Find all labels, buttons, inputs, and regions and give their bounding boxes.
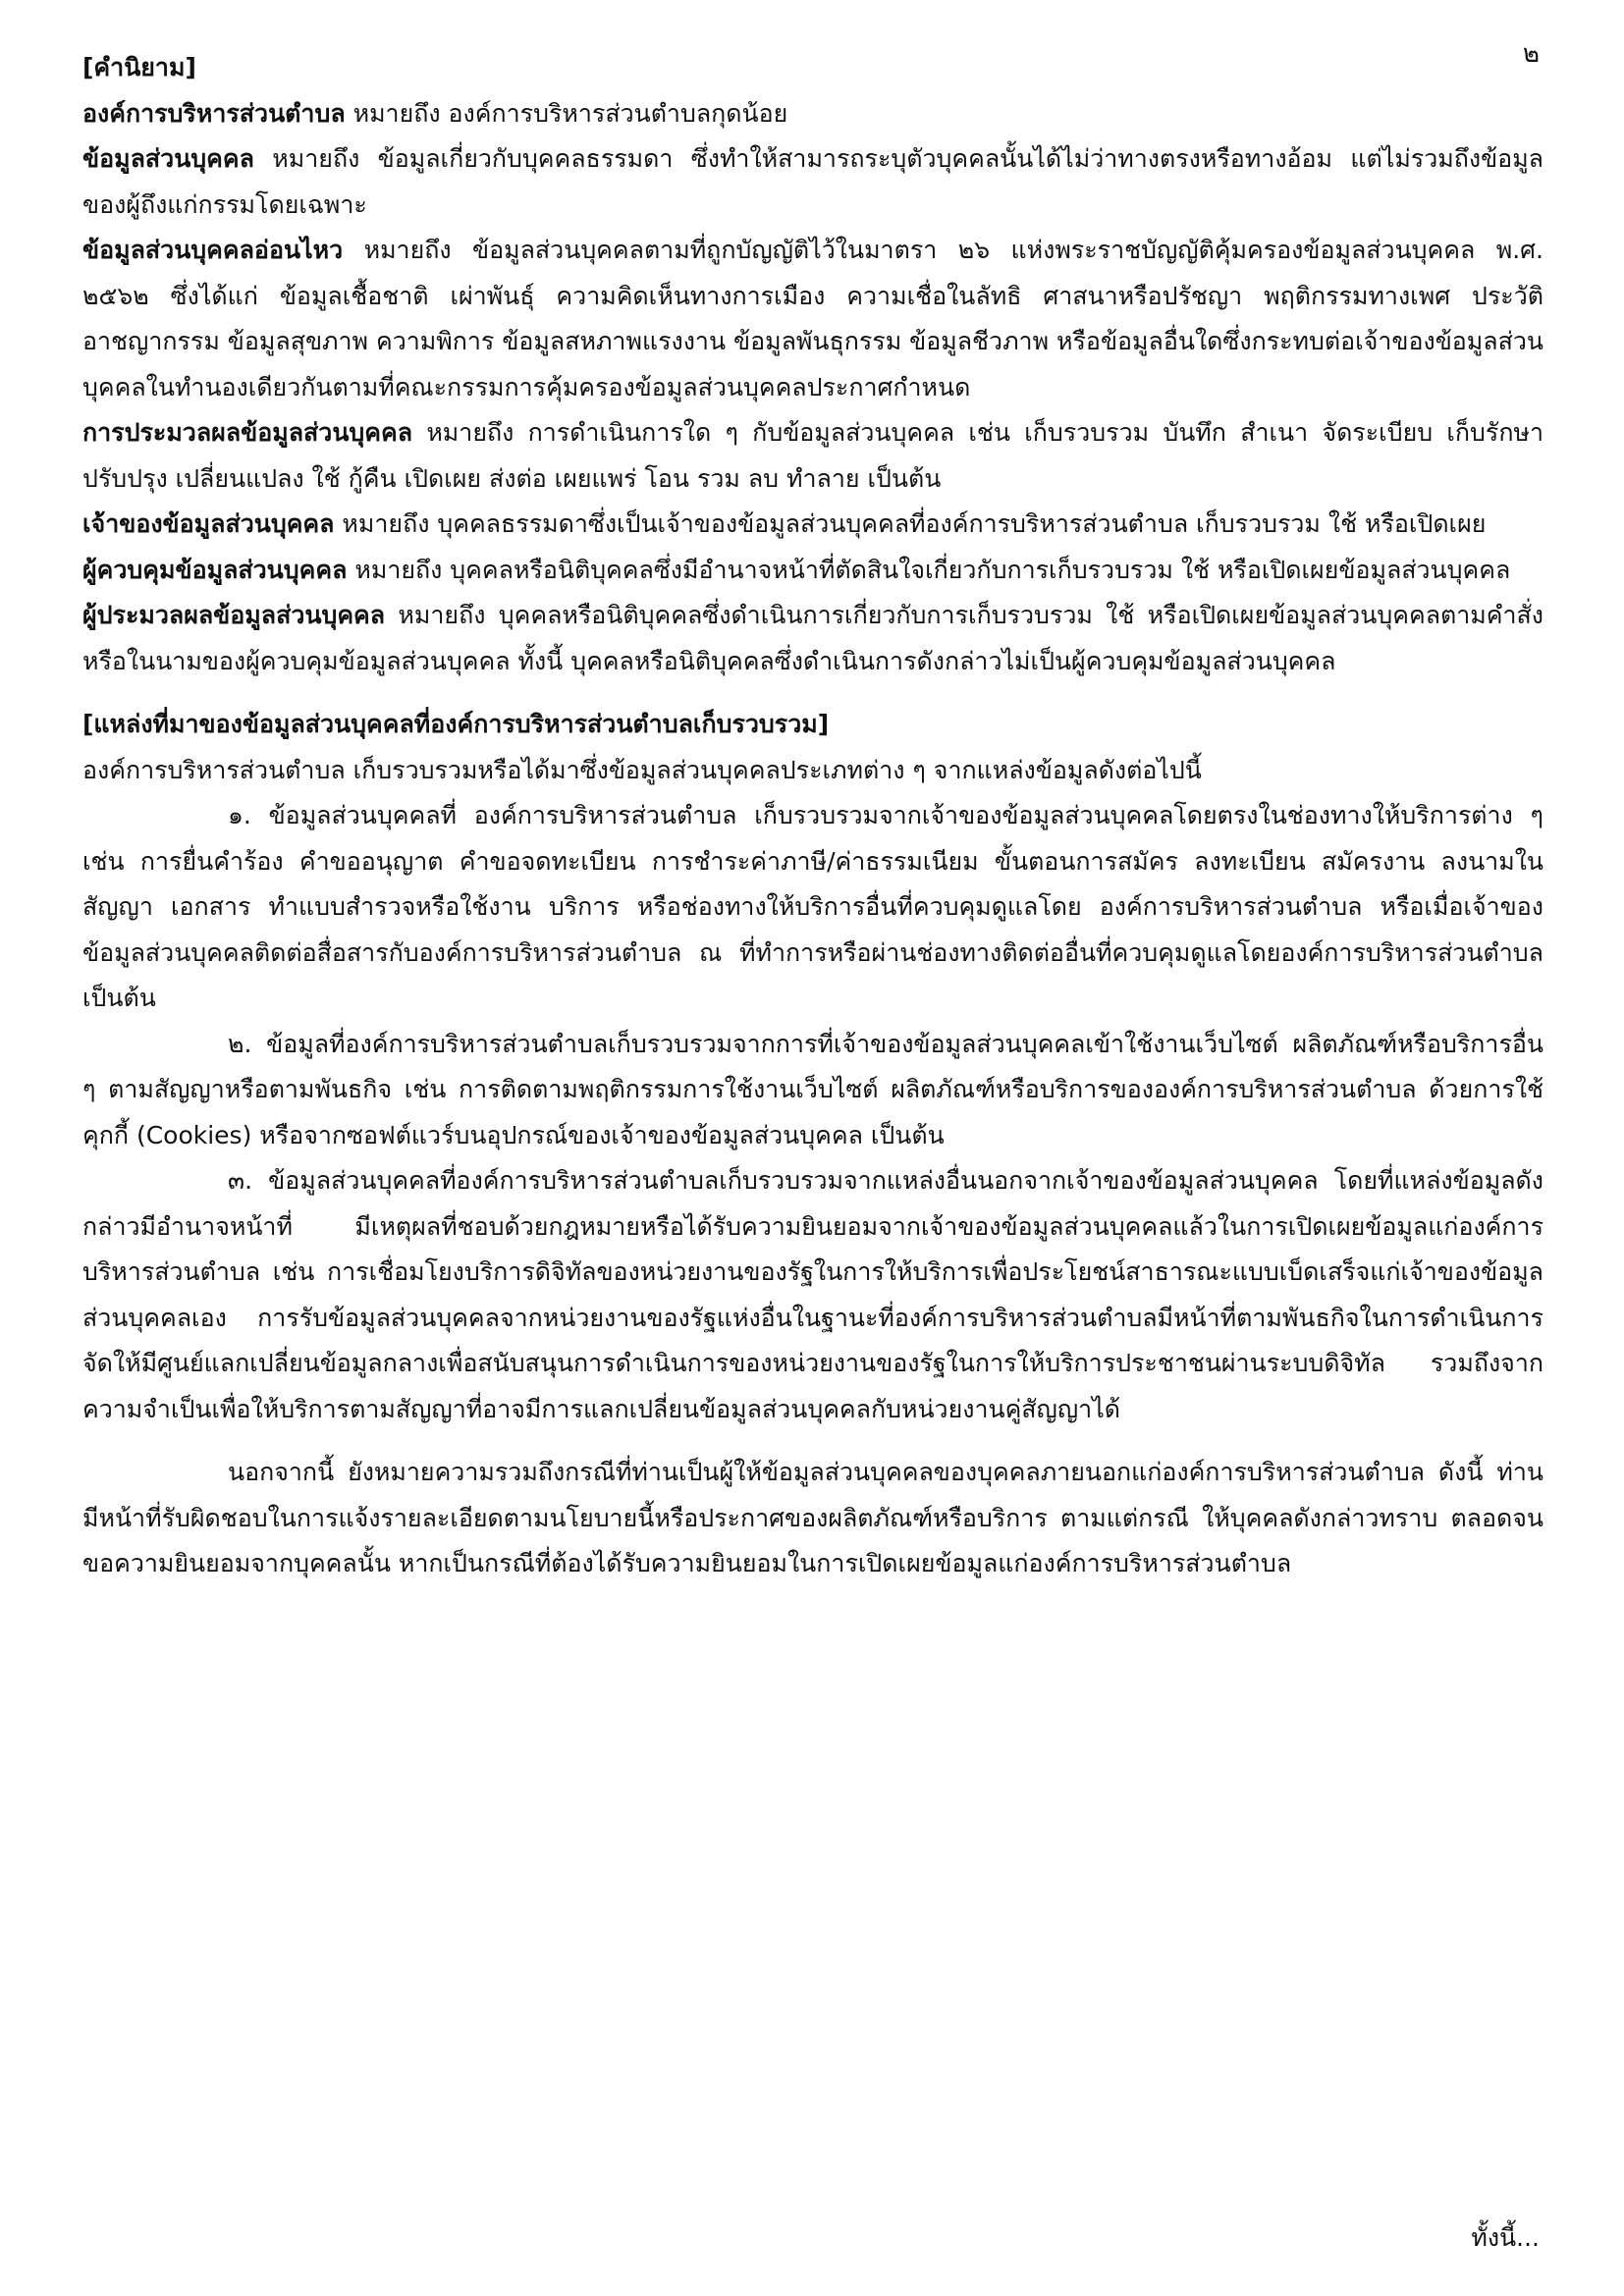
definition-term: ข้อมูลส่วนบุคคล: [82, 144, 254, 173]
definition-text: หมายถึง บุคคลหรือนิติบุคคลซึ่งดำเนินการเกี่ยวกับการเก็บรวบรวม ใช้ หรือเปิดเผยข้อมูลส่วนบุคคลตามคำสั่งหรือในนามของผู้ควบคุมข้อมูลส่วนบุคคล ทั้งนี้ บุคคลหรือนิติบุคคลซึ่งดำเนินการดังกล่าวไม่เป็นผู้ควบคุมข้อมูลส่วนบุคคล: [82, 601, 1543, 675]
definition-item: [82, 502, 1543, 548]
sources-heading: [แหล่งที่มาของข้อมูลส่วนบุคคลที่องค์การบริหารส่วนตำบลเก็บรวบรวม]: [82, 710, 830, 738]
source-item: ๒. ข้อมูลที่องค์การบริหารส่วนตำบลเก็บรวบรวมจากการที่เจ้าของข้อมูลส่วนบุคคลเข้าใช้งานเว็บไซต์ ผลิตภัณฑ์หรือบริการอื่น ๆ ตามสัญญาหรือตามพันธกิจ เช่น การติดตามพฤติกรรมการใช้งานเว็บไซต์ ผลิตภัณฑ์หรือบริการขององค์การบริหารส่วนตำบล ด้วยการใช้คุกกี้ (Cookies) หรือจากซอฟต์แวร์บนอุปกรณ์ของเจ้าของข้อมูลส่วนบุคคล เป็นต้น: [82, 1029, 1543, 1149]
continuation-text: ทั้งนี้...: [1471, 2223, 1540, 2252]
definition-term: เจ้าของข้อมูลส่วนบุคคล: [82, 509, 335, 538]
definition-text: หมายถึง องค์การบริหารส่วนตำบลกุดน้อย: [345, 98, 788, 128]
definition-term: การประมวลผลข้อมูลส่วนบุคคล: [82, 418, 413, 447]
closing-paragraph: นอกจากนี้ ยังหมายความรวมถึงกรณีที่ท่านเป็นผู้ให้ข้อมูลส่วนบุคคลของบุคคลภายนอกแก่องค์การบริหารส่วนตำบล ดังนี้ ท่านมีหน้าที่รับผิดชอบในการแจ้งรายละเอียดตามนโยบายนี้หรือประกาศของผลิตภัณฑ์หรือบริการ ตามแต่กรณี ให้บุคคลดังกล่าวทราบ ตลอดจนขอความยินยอมจากบุคคลนั้น หากเป็นกรณีที่ต้องได้รับความยินยอมในการเปิดเผยข้อมูลแก่องค์การบริหารส่วนตำบล: [82, 1458, 1543, 1577]
document-body: [82, 45, 1543, 1587]
source-item: ๑. ข้อมูลส่วนบุคคลที่ องค์การบริหารส่วนตำบล เก็บรวบรวมจากเจ้าของข้อมูลส่วนบุคคลโดยตรงในช่องทางให้บริการต่าง ๆ เช่น การยื่นคำร้อง คำขออนุญาต คำขอจดทะเบียน การชำระค่าภาษี/ค่าธรรมเนียม ขั้นตอนการสมัคร ลงทะเบียน สมัครงาน ลงนามในสัญญา เอกสาร ทำแบบสำรวจหรือใช้งาน บริการ หรือช่องทางให้บริการอื่นที่ควบคุมดูแลโดย องค์การบริหารส่วนตำบล หรือเมื่อเจ้าของข้อมูลส่วนบุคคลติดต่อสื่อสารกับองค์การบริหารส่วนตำบล ณ ที่ทำการหรือผ่านช่องทางติดต่ออื่นที่ควบคุมดูแลโดยองค์การบริหารส่วนตำบล เป็นต้น: [82, 801, 1543, 1012]
definition-term: ผู้ประมวลผลข้อมูลส่วนบุคคล: [82, 601, 386, 629]
definition-item: [82, 548, 1543, 594]
definition-term: ข้อมูลส่วนบุคคลอ่อนไหว: [82, 236, 344, 264]
definition-item: [82, 228, 1543, 410]
source-item: ๓. ข้อมูลส่วนบุคคลที่องค์การบริหารส่วนตำบลเก็บรวบรวมจากแหล่งอื่นนอกจากเจ้าของข้อมูลส่วนบุคคล โดยที่แหล่งข้อมูลดังกล่าวมีอำนาจหน้าที่ มีเหตุผลที่ชอบด้วยกฎหมายหรือได้รับความยินยอมจากเจ้าของข้อมูลส่วนบุคคลแล้วในการเปิดเผยข้อมูลแก่องค์การบริหารส่วนตำบล เช่น การเชื่อมโยงบริการดิจิทัลของหน่วยงานของรัฐในการให้บริการเพื่อประโยชน์สาธารณะแบบเบ็ดเสร็จแก่เจ้าของข้อมูลส่วนบุคคลเอง การรับข้อมูลส่วนบุคคลจากหน่วยงานของรัฐแห่งอื่นในฐานะที่องค์การบริหารส่วนตำบลมีหน้าที่ตามพันธกิจในการดำเนินการจัดให้มีศูนย์แลกเปลี่ยนข้อมูลกลางเพื่อสนับสนุนการดำเนินการของหน่วยงานของรัฐในการให้บริการประชาชนผ่านระบบดิจิทัล รวมถึงจากความจำเป็นเพื่อให้บริการตามสัญญาที่อาจมีการแลกเปลี่ยนข้อมูลส่วนบุคคลกับหน่วยงานคู่สัญญาได้: [82, 1166, 1543, 1423]
definition-term: องค์การบริหารส่วนตำบล: [82, 98, 346, 128]
definition-text: หมายถึง ข้อมูลส่วนบุคคลตามที่ถูกบัญญัติไว้ในมาตรา ๒๖ แห่งพระราชบัญญัติคุ้มครองข้อมูลส่วนบุคคล พ.ศ. ๒๕๖๒ ซึ่งได้แก่ ข้อมูลเชื้อชาติ เผ่าพันธุ์ ความคิดเห็นทางการเมือง ความเชื่อในลัทธิ ศาสนาหรือปรัชญา พฤติกรรมทางเพศ ประวัติอาชญากรรม ข้อมูลสุขภาพ ความพิการ ข้อมูลสหภาพแรงงาน ข้อมูลพันธุกรรม ข้อมูลชีวภาพ หรือข้อมูลอื่นใดซึ่งกระทบต่อเจ้าของข้อมูลส่วนบุคคลในทำนองเดียวกันตามที่คณะกรรมการคุ้มครองข้อมูลส่วนบุคคลประกาศกำหนด: [82, 236, 1543, 401]
definition-item: [82, 136, 1543, 228]
sources-intro: องค์การบริหารส่วนตำบล เก็บรวบรวมหรือได้มาซึ่งข้อมูลส่วนบุคคลประเภทต่าง ๆ จากแหล่งข้อมูลดังต่อไปนี้: [82, 755, 1202, 784]
definitions-heading: [คำนิยาม]: [82, 53, 196, 81]
definition-text: หมายถึง ข้อมูลเกี่ยวกับบุคคลธรรมดา ซึ่งทำให้สามารถระบุตัวบุคคลนั้นได้ไม่ว่าทางตรงหรือทางอ้อม แต่ไม่รวมถึงข้อมูลของผู้ถึงแก่กรรมโดยเฉพาะ: [82, 144, 1543, 219]
page-number: ๒: [1522, 39, 1540, 69]
definition-text: หมายถึง บุคคลธรรมดาซึ่งเป็นเจ้าของข้อมูลส่วนบุคคลที่องค์การบริหารส่วนตำบล เก็บรวบรวม ใช้ หรือเปิดเผย: [334, 509, 1487, 538]
definition-item: [82, 91, 1543, 137]
definition-term: ผู้ควบคุมข้อมูลส่วนบุคคล: [82, 555, 348, 584]
definition-item: [82, 593, 1543, 684]
definition-text: หมายถึง การดำเนินการใด ๆ กับข้อมูลส่วนบุคคล เช่น เก็บรวบรวม บันทึก สำเนา จัดระเบียบ เก็บรักษา ปรับปรุง เปลี่ยนแปลง ใช้ กู้คืน เปิดเผย ส่งต่อ เผยแพร่ โอน รวม ลบ ทำลาย เป็นต้น: [82, 418, 1543, 493]
definition-text: หมายถึง บุคคลหรือนิติบุคคลซึ่งมีอำนาจหน้าที่ตัดสินใจเกี่ยวกับการเก็บรวบรวม ใช้ หรือเปิดเผยข้อมูลส่วนบุคคล: [347, 555, 1511, 584]
definition-item: [82, 410, 1543, 502]
